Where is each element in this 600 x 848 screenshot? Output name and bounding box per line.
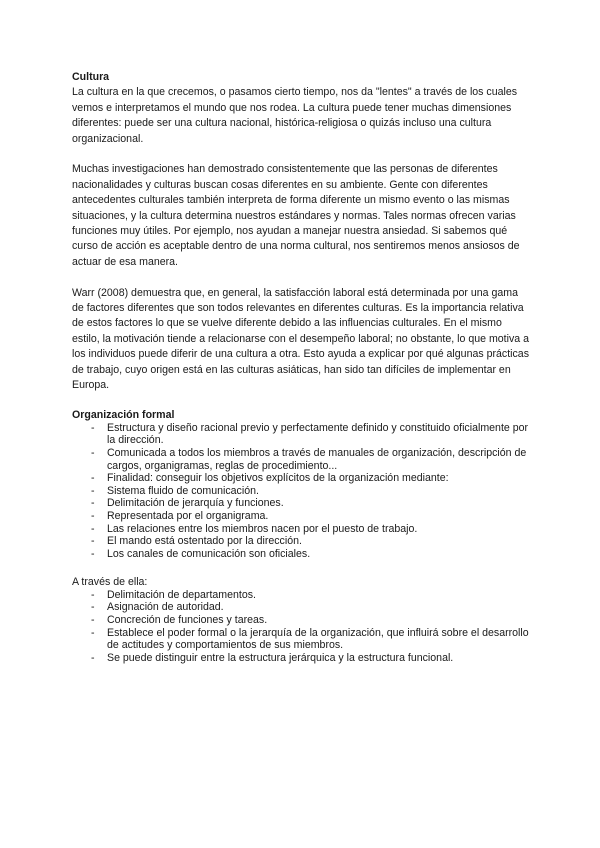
list-item: - Concreción de funciones y tareas.	[91, 614, 268, 626]
list-item: - Representada por el organigrama.	[91, 510, 269, 523]
list-item: - Comunicada a todos los miembros a través de manuales de organización, descripción de cargos, organigramas, reglas de procedimiento...	[91, 447, 527, 472]
paragraph-1: La cultura en la que crecemos, o pasamos cierto tiempo, nos da "lentes" a través de los cuales vemos e interpretamos el mundo que nos rodea. La cultura puede tener muchas dimensiones diferentes: puede ser una cultura nacional, histórica-religiosa o quizás incluso una cultura organizacional.	[72, 86, 518, 145]
heading-cultura: Cultura	[72, 71, 110, 83]
paragraph-3: Warr (2008) demuestra que, en general, la satisfacción laboral está determinada por una gama de factores diferentes que son todos relevantes en diferentes culturas. Es la importancia relativa de estos factores lo que se vuelve diferente debido a las influencias culturales. En el mismo estilo, la motivación tiende a relacionarse con el desempeño laboral; no obstante, lo que motiva a los individuos puede diferir de una cultura a otra. Esto ayuda a explicar por qué algunas prácticas de trabajo, cuyo origen está en las culturas asiáticas, han sido tan difíciles de implementar en Europa.	[72, 286, 529, 392]
list-item: - Delimitación de jerarquía y funciones.	[91, 497, 284, 510]
list-item: - Sistema fluido de comunicación.	[91, 484, 259, 497]
list-item: - Establece el poder formal o la jerarquía de la organización, que influirá sobre el desarrollo de actitudes y comportamientos de sus miembros.	[91, 626, 529, 652]
list-item: - El mando está ostentado por la dirección.	[91, 535, 302, 548]
organizacion-bullet-list	[72, 422, 530, 561]
a-traves-de-ella-intro: A través de ella:	[72, 575, 148, 588]
document-content	[72, 70, 530, 664]
a-traves-bullet-list	[72, 589, 530, 665]
list-item: - Las relaciones entre los miembros nacen por el puesto de trabajo.	[91, 522, 418, 535]
list-item: - Se puede distinguir entre la estructura jerárquica y la estructura funcional.	[91, 651, 454, 664]
list-item: - Los canales de comunicación son oficiales.	[91, 547, 311, 560]
heading-organizacion-formal: Organización formal	[72, 408, 175, 421]
list-item: - Delimitación de departamentos.	[91, 588, 256, 601]
list-item: - Finalidad: conseguir los objetivos explícitos de la organización mediante:	[91, 472, 449, 485]
list-item: - Estructura y diseño racional previo y perfectamente definido y constituido oficialmente por la dirección.	[91, 421, 529, 447]
list-item: - Asignación de autoridad.	[91, 601, 224, 614]
paragraph-2: Muchas investigaciones han demostrado consistentemente que las personas de diferentes nacionalidades y culturas buscan cosas diferentes en su ambiente. Gente con diferentes antecedentes culturales también interpreta de forma diferente un mismo evento o las mismas situaciones, y la cultura determina nuestros estándares y normas. Tales normas ofrecen varias funciones muy útiles. Por ejemplo, nos ayudan a manejar nuestra ansiedad. Si sabemos qué curso de acción es aceptable dentro de una norma cultural, nos sentiremos menos ansiosos de actuar de esa manera.	[72, 163, 520, 268]
